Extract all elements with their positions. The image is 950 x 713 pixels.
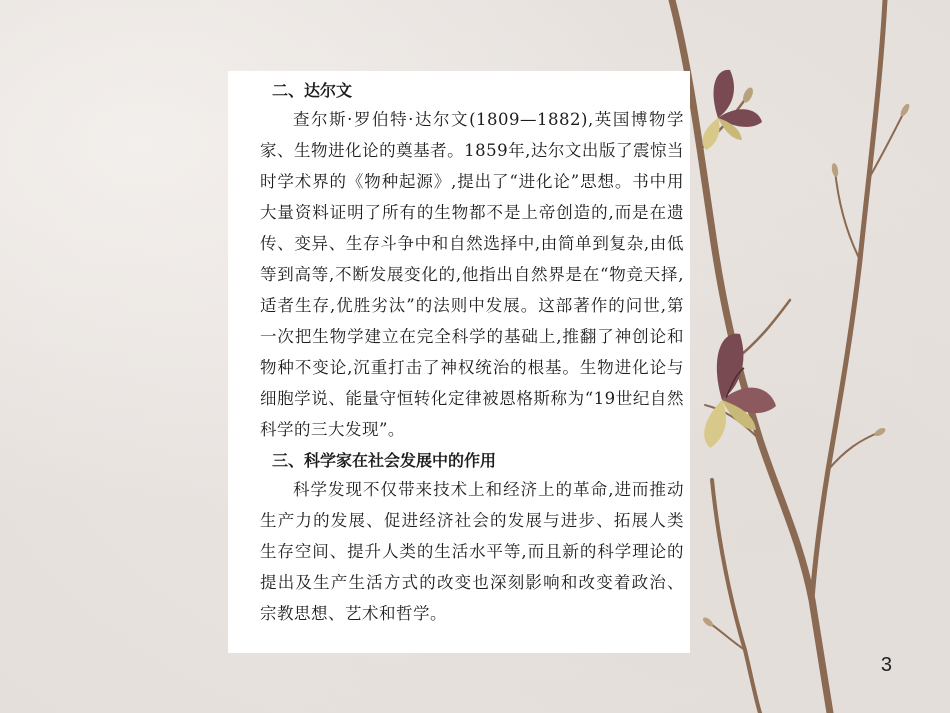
page-number: 3 (880, 654, 892, 676)
butterfly-lower (704, 334, 776, 448)
section-heading-darwin: 二、达尔文 (272, 81, 353, 100)
section-paragraph-darwin: 查尔斯·罗伯特·达尔文(1809—1882),英国博物学家、生物进化论的奠基者。1859年,达尔文出版了震惊当时学术界的《物种起源》,提出了“进化论”思想。书中用大量资料证明了所有的生物都不是上帝创造的,而是在遗传、变异、生存斗争中和自然选择中,由简单到复杂,由低等到高等,不断发展变化的,他指出自然界是在“物竞天择,适者生存,优胜劣汰”的法则中发展。这部著作的问世,第一次把生物学建立在完全科学的基础上,推翻了神创论和物种不变论,沉重打击了神权统治的根基。生物进化论与细胞学说、能量守恒转化定律被恩格斯称为“19世纪自然科学的三大发现”。 (260, 110, 684, 439)
section-heading-scientist-role: 三、科学家在社会发展中的作用 (272, 451, 497, 470)
section-paragraph-scientist-role: 科学发现不仅带来技术上和经济上的革命,进而推动生产力的发展、促进经济社会的发展与进步、拓展人类生存空间、提升人类的生活水平等,而且新的科学理论的提出及生产生活方式的改变也深刻影响和改变着政治、宗教思想、艺术和哲学。 (260, 480, 684, 623)
butterfly-upper (702, 70, 762, 150)
text-panel (228, 71, 690, 653)
